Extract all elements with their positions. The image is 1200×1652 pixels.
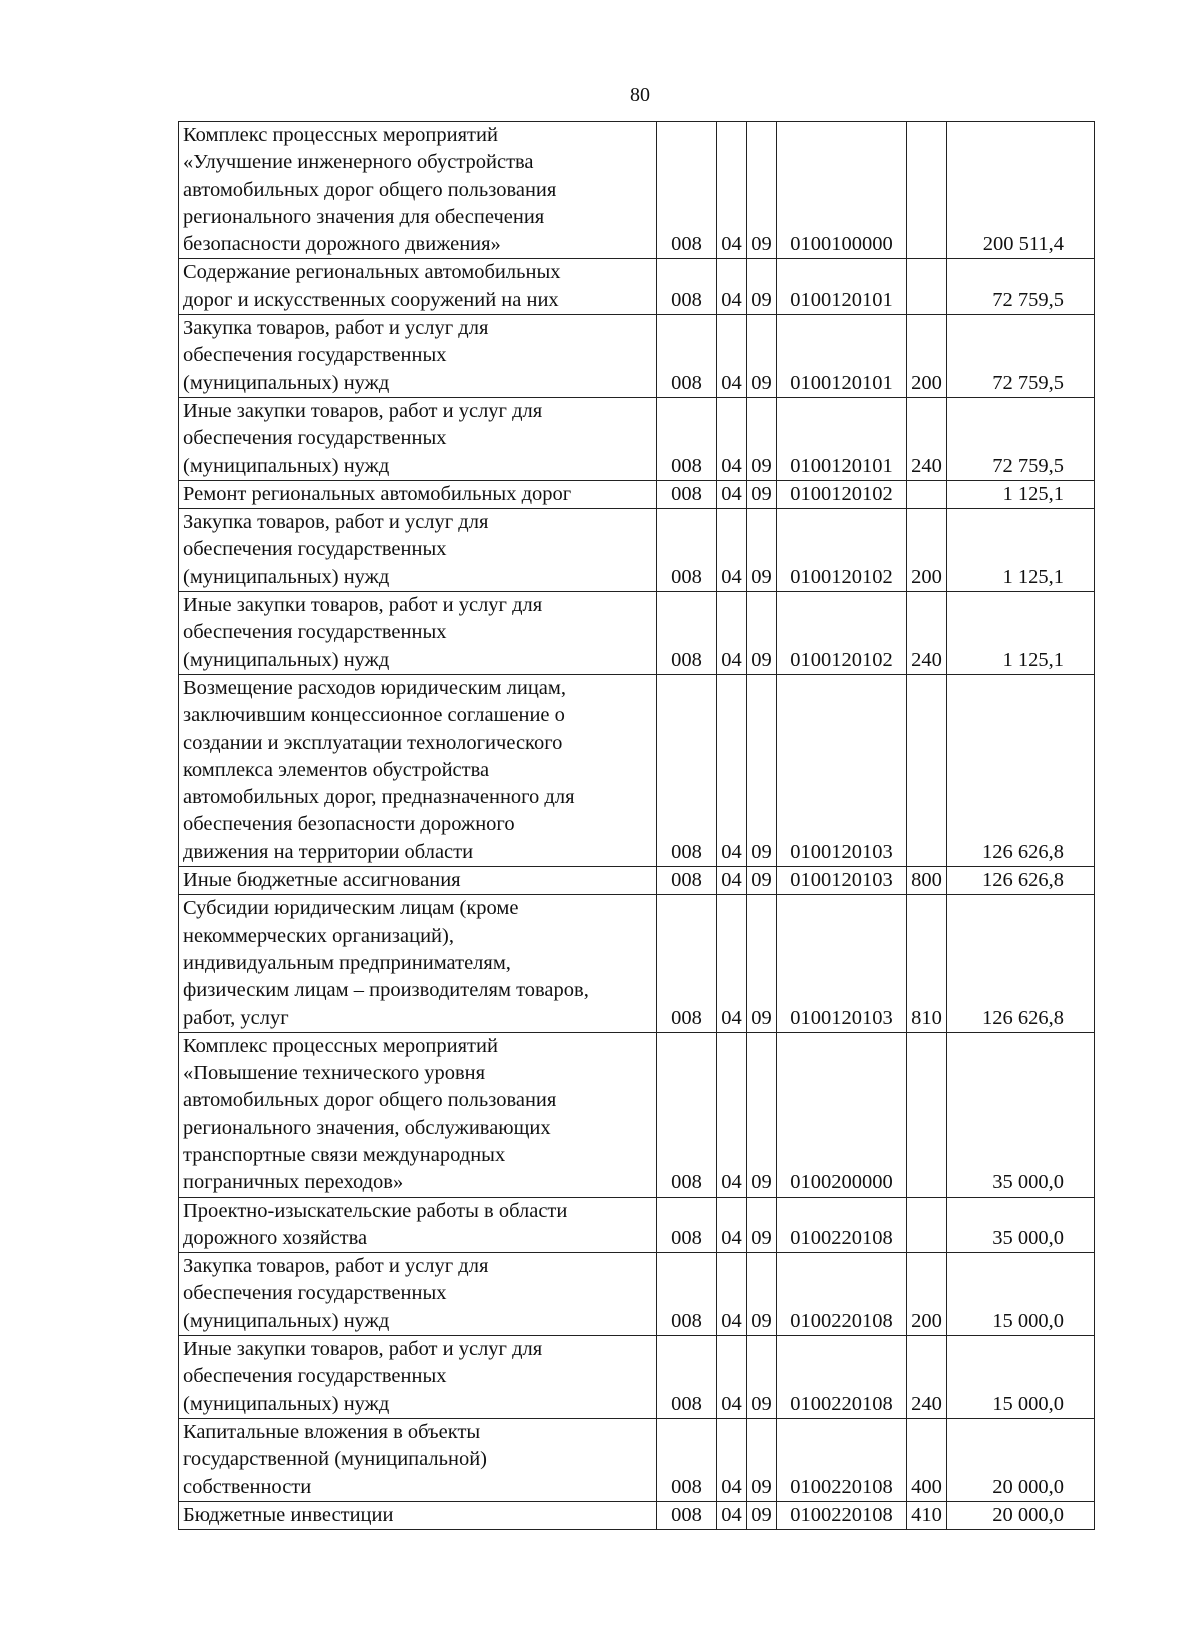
amount-value: 1 125,1 [947,480,1095,508]
description-line: обеспечения государственных [183,344,447,367]
description-line: обеспечения государственных [183,1282,447,1305]
row-description [179,867,657,895]
subsection-code: 09 [747,1253,777,1336]
amount-value: 72 759,5 [947,259,1095,315]
description-line: Комплекс процессных мероприятий [183,1034,498,1057]
target-article-code: 0100120102 [777,509,907,592]
description-line: Проектно-изыскательские работы в области [183,1199,568,1222]
row-description [179,592,657,675]
description-line: регионального значения, обслуживающих [183,1116,551,1139]
grbs-code: 008 [657,315,717,398]
table-row [179,509,1095,592]
section-code: 04 [717,674,747,866]
amount-value: 35 000,0 [947,1197,1095,1253]
description-line: Капитальные вложения в объекты [183,1420,481,1443]
target-article-code: 0100200000 [777,1032,907,1197]
target-article-code: 0100120103 [777,867,907,895]
description-line: движения на территории области [183,840,474,863]
grbs-code: 008 [657,509,717,592]
grbs-code: 008 [657,1336,717,1419]
description-line: (муниципальных) нужд [183,648,390,671]
subsection-code: 09 [747,259,777,315]
subsection-code: 09 [747,895,777,1032]
target-article-code: 0100220108 [777,1336,907,1419]
subsection-code: 09 [747,509,777,592]
description-line: Ремонт региональных автомобильных дорог [183,482,572,505]
expense-type-code [907,259,947,315]
description-line: Иные закупки товаров, работ и услуг для [183,1338,543,1361]
section-code: 04 [717,1501,747,1529]
description-line: Комплекс процессных мероприятий [183,124,498,146]
expense-type-code: 200 [907,509,947,592]
amount-value: 72 759,5 [947,315,1095,398]
row-description [179,259,657,315]
amount-value: 1 125,1 [947,592,1095,675]
section-code: 04 [717,1197,747,1253]
expense-type-code: 200 [907,315,947,398]
amount-value: 72 759,5 [947,397,1095,480]
table-row [179,259,1095,315]
amount-value: 126 626,8 [947,674,1095,866]
grbs-code: 008 [657,1418,717,1501]
section-code: 04 [717,1253,747,1336]
target-article-code: 0100100000 [777,122,907,259]
subsection-code: 09 [747,315,777,398]
subsection-code: 09 [747,397,777,480]
target-article-code: 0100120101 [777,397,907,480]
section-code: 04 [717,1336,747,1419]
table-row [179,674,1095,866]
description-line: создании и эксплуатации технологического [183,731,563,754]
section-code: 04 [717,315,747,398]
description-line: пограничных переходов» [183,1171,404,1194]
description-line: автомобильных дорог общего пользования [183,178,557,201]
description-line: индивидуальным предпринимателям, [183,951,511,974]
description-line: (муниципальных) нужд [183,454,390,477]
expense-type-code: 810 [907,895,947,1032]
description-line: дорог и искусственных сооружений на них [183,288,559,311]
subsection-code: 09 [747,1501,777,1529]
grbs-code: 008 [657,1253,717,1336]
subsection-code: 09 [747,592,777,675]
section-code: 04 [717,397,747,480]
row-description [179,480,657,508]
grbs-code: 008 [657,1501,717,1529]
amount-value: 15 000,0 [947,1253,1095,1336]
row-description [179,1032,657,1197]
table-row [179,1197,1095,1253]
description-line: Субсидии юридическим лицам (кроме [183,897,519,920]
grbs-code: 008 [657,122,717,259]
budget-table [178,121,1095,1530]
expense-type-code: 240 [907,397,947,480]
description-line: собственности [183,1475,312,1498]
subsection-code: 09 [747,1336,777,1419]
grbs-code: 008 [657,674,717,866]
description-line: государственной (муниципальной) [183,1448,488,1471]
row-description [179,1253,657,1336]
amount-value: 20 000,0 [947,1418,1095,1501]
expense-type-code: 410 [907,1501,947,1529]
description-line: обеспечения государственных [183,427,447,450]
row-description [179,895,657,1032]
target-article-code: 0100120101 [777,315,907,398]
section-code: 04 [717,1032,747,1197]
subsection-code: 09 [747,1197,777,1253]
amount-value: 35 000,0 [947,1032,1095,1197]
expense-type-code [907,122,947,259]
budget-table-body [179,122,1095,1530]
row-description [179,674,657,866]
table-row [179,592,1095,675]
description-line: комплекса элементов обустройства [183,758,490,781]
grbs-code: 008 [657,867,717,895]
row-description [179,397,657,480]
expense-type-code: 240 [907,1336,947,1419]
row-description [179,1336,657,1419]
row-description [179,315,657,398]
section-code: 04 [717,259,747,315]
grbs-code: 008 [657,1197,717,1253]
table-row [179,480,1095,508]
row-description [179,122,657,259]
description-line: обеспечения государственных [183,538,447,561]
section-code: 04 [717,480,747,508]
expense-type-code: 240 [907,592,947,675]
row-description [179,1418,657,1501]
description-line: Иные бюджетные ассигнования [183,869,461,892]
table-row [179,315,1095,398]
expense-type-code [907,1032,947,1197]
description-line: (муниципальных) нужд [183,565,390,588]
target-article-code: 0100120103 [777,895,907,1032]
description-line: обеспечения государственных [183,1365,447,1388]
description-line: Иные закупки товаров, работ и услуг для [183,594,543,617]
expense-type-code: 800 [907,867,947,895]
grbs-code: 008 [657,397,717,480]
description-line: «Повышение технического уровня [183,1062,486,1085]
description-line: физическим лицам – производителям товаров, [183,979,589,1002]
description-line: Бюджетные инвестиции [183,1503,394,1526]
description-line: (муниципальных) нужд [183,1392,390,1415]
description-line: Содержание региональных автомобильных [183,261,561,284]
description-line: Закупка товаров, работ и услуг для [183,317,489,340]
section-code: 04 [717,592,747,675]
subsection-code: 09 [747,867,777,895]
description-line: Возмещение расходов юридическим лицам, [183,676,566,699]
subsection-code: 09 [747,480,777,508]
amount-value: 126 626,8 [947,895,1095,1032]
grbs-code: 008 [657,592,717,675]
row-description [179,509,657,592]
target-article-code: 0100120102 [777,480,907,508]
description-line: заключившим концессионное соглашение о [183,704,565,727]
target-article-code: 0100120103 [777,674,907,866]
description-line: работ, услуг [183,1006,289,1029]
section-code: 04 [717,867,747,895]
description-line: автомобильных дорог, предназначенного для [183,786,575,809]
table-row [179,1336,1095,1419]
expense-type-code: 200 [907,1253,947,1336]
description-line: регионального значения для обеспечения [183,205,545,228]
amount-value: 200 511,4 [947,122,1095,259]
section-code: 04 [717,1418,747,1501]
description-line: автомобильных дорог общего пользования [183,1089,557,1112]
table-row [179,895,1095,1032]
expense-type-code: 400 [907,1418,947,1501]
expense-type-code [907,674,947,866]
target-article-code: 0100220108 [777,1197,907,1253]
section-code: 04 [717,895,747,1032]
subsection-code: 09 [747,1032,777,1197]
table-row [179,1501,1095,1529]
expense-type-code [907,1197,947,1253]
description-line: Закупка товаров, работ и услуг для [183,511,489,534]
target-article-code: 0100220108 [777,1253,907,1336]
row-description [179,1197,657,1253]
table-row [179,1418,1095,1501]
description-line: дорожного хозяйства [183,1226,368,1249]
section-code: 04 [717,509,747,592]
table-row [179,1032,1095,1197]
amount-value: 15 000,0 [947,1336,1095,1419]
description-line: (муниципальных) нужд [183,371,390,394]
expense-type-code [907,480,947,508]
table-row [179,397,1095,480]
table-row [179,867,1095,895]
description-line: (муниципальных) нужд [183,1309,390,1332]
amount-value: 1 125,1 [947,509,1095,592]
grbs-code: 008 [657,259,717,315]
grbs-code: 008 [657,895,717,1032]
subsection-code: 09 [747,674,777,866]
description-line: обеспечения безопасности дорожного [183,813,515,836]
description-line: «Улучшение инженерного обустройства [183,151,534,174]
subsection-code: 09 [747,122,777,259]
grbs-code: 008 [657,480,717,508]
target-article-code: 0100220108 [777,1501,907,1529]
subsection-code: 09 [747,1418,777,1501]
row-description [179,1501,657,1529]
section-code: 04 [717,122,747,259]
description-line: безопасности дорожного движения» [183,233,501,256]
description-line: Закупка товаров, работ и услуг для [183,1255,489,1278]
target-article-code: 0100220108 [777,1418,907,1501]
table-row [179,1253,1095,1336]
description-line: Иные закупки товаров, работ и услуг для [183,399,543,422]
grbs-code: 008 [657,1032,717,1197]
description-line: обеспечения государственных [183,621,447,644]
target-article-code: 0100120101 [777,259,907,315]
page-number: 80 [630,84,650,106]
amount-value: 20 000,0 [947,1501,1095,1529]
description-line: транспортные связи международных [183,1143,506,1166]
target-article-code: 0100120102 [777,592,907,675]
amount-value: 126 626,8 [947,867,1095,895]
table-row [179,122,1095,259]
description-line: некоммерческих организаций), [183,924,454,947]
